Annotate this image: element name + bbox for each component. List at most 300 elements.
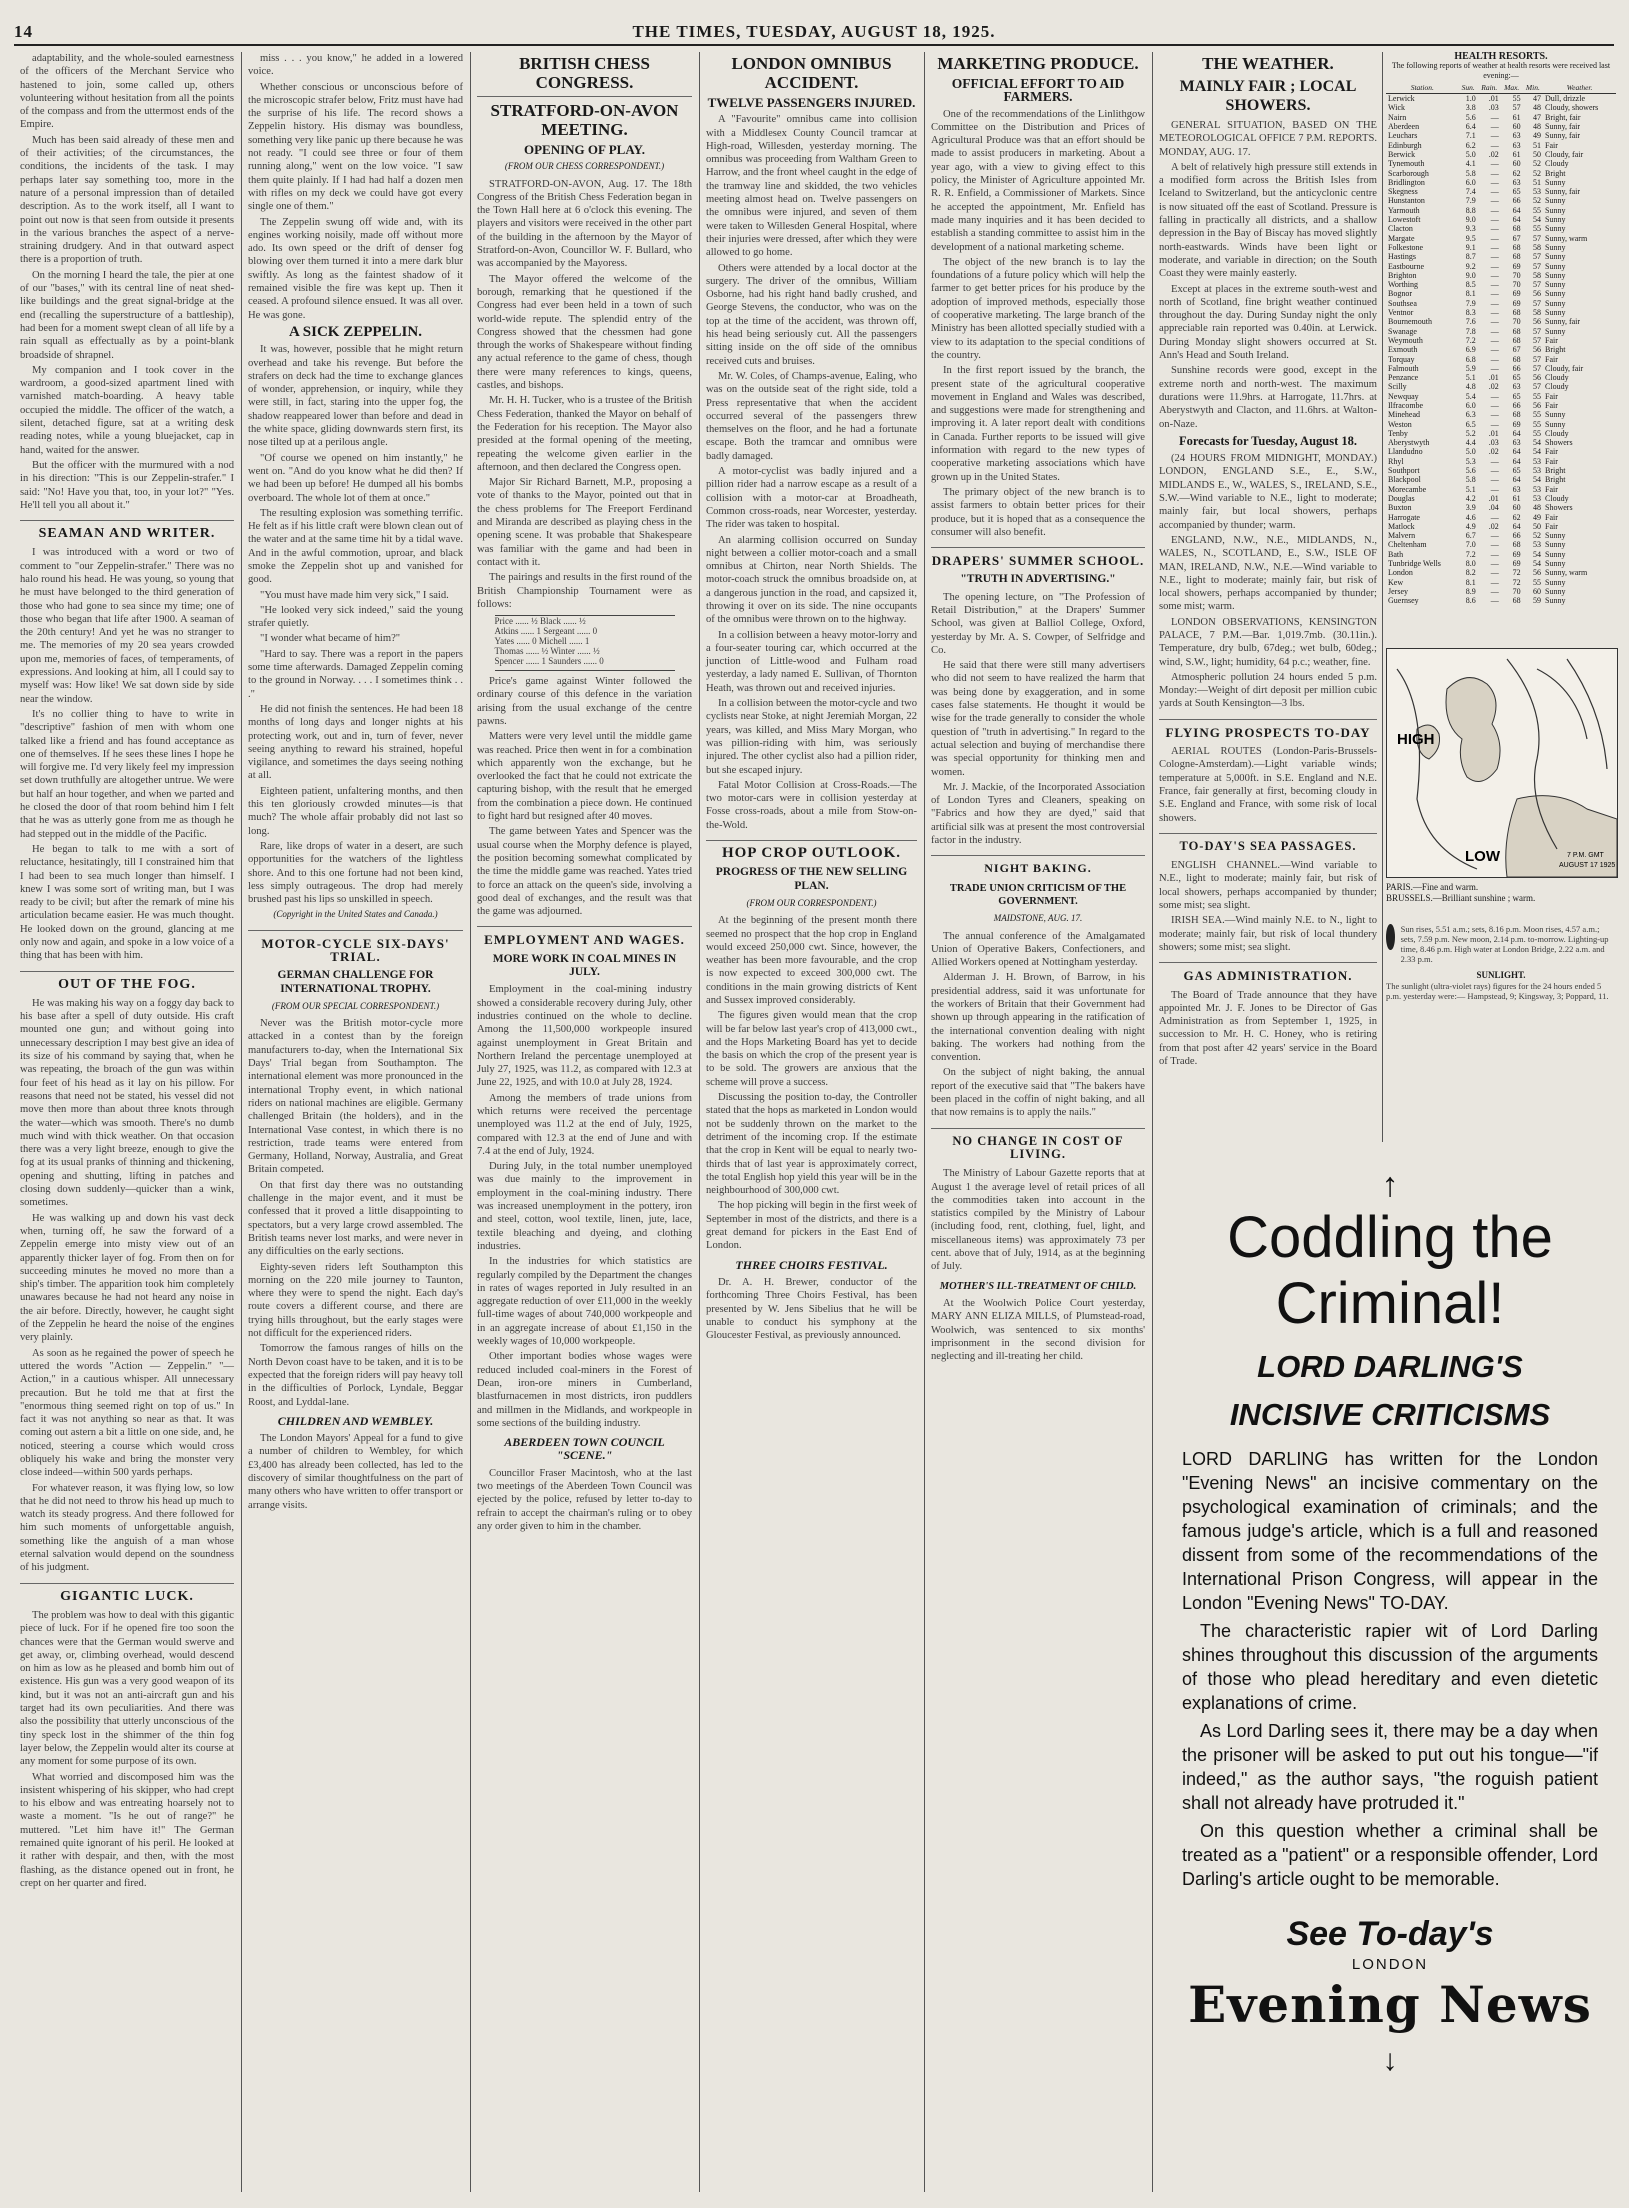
table-cell: 57 bbox=[1533, 252, 1542, 262]
table-cell: Malvern bbox=[1388, 531, 1416, 541]
table-cell: 68 bbox=[1512, 410, 1521, 420]
table-cell: — bbox=[1490, 261, 1499, 271]
table-cell: Sunny bbox=[1545, 298, 1566, 308]
section-heading: TO-DAY'S SEA PASSAGES. bbox=[1159, 833, 1377, 853]
table-cell: — bbox=[1490, 596, 1499, 606]
table-cell: Southport bbox=[1388, 466, 1420, 476]
article-headline: ABERDEEN TOWN COUNCIL "SCENE." bbox=[504, 1435, 665, 1463]
table-cell: 64 bbox=[1512, 215, 1521, 225]
table-cell: Cloudy bbox=[1545, 373, 1569, 383]
table-cell: 66 bbox=[1512, 400, 1521, 410]
table-cell: .01 bbox=[1488, 493, 1499, 503]
table-cell: Sunny bbox=[1545, 596, 1566, 606]
table-cell: 58 bbox=[1533, 308, 1542, 318]
table-cell: Guernsey bbox=[1388, 596, 1419, 606]
column-1 bbox=[14, 52, 240, 2192]
table-cell: Bright bbox=[1545, 345, 1566, 355]
table-cell: Edinburgh bbox=[1388, 140, 1422, 150]
moon-icon bbox=[1386, 924, 1395, 950]
article-headline: MOTHER'S ILL-TREATMENT OF CHILD. bbox=[939, 1280, 1137, 1292]
table-cell: 55 bbox=[1533, 577, 1542, 587]
table-cell: 63 bbox=[1512, 382, 1521, 392]
table-cell: Yarmouth bbox=[1388, 205, 1420, 215]
table-cell: Nairn bbox=[1388, 112, 1407, 122]
table-cell: Sunny bbox=[1545, 577, 1566, 587]
table-cell: 51 bbox=[1533, 140, 1542, 150]
health-resorts-table bbox=[1386, 52, 1616, 606]
table-cell: 54 bbox=[1533, 215, 1542, 225]
table-cell: 6.3 bbox=[1465, 410, 1476, 420]
table-row bbox=[1386, 485, 1616, 494]
table-cell: 8.8 bbox=[1465, 205, 1476, 215]
table-cell: 54 bbox=[1533, 438, 1542, 448]
sunlight-text: The sunlight (ultra-violet rays) figures for the 24 hours ended 5 p.m. yesterday were:— Hampstead, 9; Kingsway, 3; Poppard, 11. bbox=[1386, 981, 1609, 1001]
table-cell: 65 bbox=[1512, 373, 1521, 383]
table-cell: Fair bbox=[1545, 447, 1558, 457]
article-body: Dr. A. H. Brewer, conductor of the forthcoming Three Choirs Festival, has been presented by W. Jens Sibelius that he will be unable to conduct his symphony at the Gloucester Festival, as previously announced. bbox=[706, 1276, 917, 1342]
paris-weather: PARIS.—Fine and warm. bbox=[1386, 882, 1479, 892]
section-heading: FLYING PROSPECTS TO-DAY bbox=[1159, 719, 1377, 739]
sun-times: Sun rises, 5.51 a.m.; sets, 8.16 p.m. Moon rises, 4.57 a.m.; sets, 7.59 p.m. New moon, 2.14 p.m. to-morrow. Lighting-up time, 8.46 p.m. High water at London Bridge, 2.22 a.m. and 2.33 p.m. bbox=[1400, 924, 1609, 964]
article-body: Never was the British motor-cycle more attacked in a contest than by the foreign manufacturers to-day, when the International Six Days' Trial began from Southampton. The international element was more pronounced in the international Trophy event, in which national riders on national machines are eligible. Germany challenged Britain (the holders), and in the International Vase contest, in which there is no restriction, trade teams were entered from Germany, Holland, Norway, Australia, and Great Britain competed. On that first day there was no outstanding challenge in the major event, and it must be confessed that it proved a little disappointing to spectators, but a very large crowd assembled. The British teams never lost marks, and were never in any difficulties on the early sections. Eighty-seven riders left Southampton this morning on the 220 mile journey to Taunton, where they were to spend the night. Each day's route covers a different course, and there are trying hills throughout, but the early stages were not difficult for the experienced riders. Tomorrow the famous ranges of hills on the North Devon coast have to be taken, and it is to be expected that the foreign riders will pay heavy toll in the difficulties of Porlock, Lyndale, Beggar Roost, and Lyddal-lane. bbox=[248, 1018, 463, 1408]
table-cell: 56 bbox=[1533, 568, 1542, 578]
table-cell: Falmouth bbox=[1388, 363, 1419, 373]
table-cell: Weston bbox=[1388, 419, 1412, 429]
table-cell: 63 bbox=[1512, 177, 1521, 187]
article-body: GENERAL SITUATION, BASED ON THE METEOROLOGICAL OFFICE 7 P.M. REPORTS. MONDAY, AUG. 17. A belt of relatively high pressure still extends in a modified form across the British Isles from Iceland to Switzerland, but the anticyclonic centre is now situated off the east of Scotland. Pressure is falling in practically all districts, and a shallow depression in the Bay of Biscay has moved slightly north-eastwards. Winds have been light or moderate, and variable in direction; on the South Coast they were mainly easterly. Except at places in the extreme south-west and north of Scotland, fine bright weather continued throughout the day. During Sunday night the only appreciable rain reported was 0.40in. at Lerwick. During Monday slight showers occurred at St. Ann's Head and South Ireland. Sunshine records were good, except in the extreme north and north-west. The maximum durations were 11.9hrs. at Harrogate, 11.7hrs. at Aberystwyth and Clacton, and 11.6hrs. at Walton-on-Naze. bbox=[1159, 120, 1377, 430]
table-cell: 57 bbox=[1533, 363, 1542, 373]
table-cell: Hastings bbox=[1388, 252, 1416, 262]
table-cell: 56 bbox=[1533, 400, 1542, 410]
table-cell: 8.3 bbox=[1465, 308, 1476, 318]
table-row bbox=[1386, 224, 1616, 233]
table-cell: — bbox=[1490, 512, 1499, 522]
table-row bbox=[1386, 382, 1616, 391]
table-row bbox=[1386, 336, 1616, 345]
table-title: HEALTH RESORTS. bbox=[1454, 51, 1548, 62]
masthead bbox=[14, 18, 1614, 46]
table-cell: 8.5 bbox=[1465, 280, 1476, 290]
table-cell: Sunny bbox=[1545, 242, 1566, 252]
table-row bbox=[1386, 271, 1616, 280]
table-cell: 54 bbox=[1533, 475, 1542, 485]
table-cell: Fair bbox=[1545, 484, 1558, 494]
table-cell: .03 bbox=[1488, 103, 1499, 113]
continental-weather bbox=[1386, 882, 1616, 1001]
table-cell: 47 bbox=[1533, 94, 1542, 104]
table-cell: Margate bbox=[1388, 233, 1415, 243]
table-cell: 69 bbox=[1512, 298, 1521, 308]
table-cell: — bbox=[1490, 177, 1499, 187]
table-cell: — bbox=[1490, 140, 1499, 150]
article-headline: A SICK ZEPPELIN. bbox=[289, 323, 422, 340]
table-cell: Douglas bbox=[1388, 493, 1415, 503]
table-cell: 6.7 bbox=[1465, 531, 1476, 541]
table-cell: 9.3 bbox=[1465, 224, 1476, 234]
table-cell: 52 bbox=[1533, 159, 1542, 169]
table-cell: Clacton bbox=[1388, 224, 1413, 234]
table-row bbox=[1386, 578, 1616, 587]
table-row bbox=[1386, 475, 1616, 484]
table-cell: 68 bbox=[1512, 335, 1521, 345]
table-cell: — bbox=[1490, 400, 1499, 410]
table-cell: 51 bbox=[1533, 177, 1542, 187]
table-cell: 68 bbox=[1512, 326, 1521, 336]
table-cell: Showers bbox=[1545, 503, 1573, 513]
table-cell: 68 bbox=[1512, 596, 1521, 606]
table-cell: Newquay bbox=[1388, 391, 1419, 401]
table-cell: Folkestone bbox=[1388, 242, 1424, 252]
table-cell: 72 bbox=[1512, 568, 1521, 578]
table-cell: — bbox=[1490, 242, 1499, 252]
table-row bbox=[1386, 438, 1616, 447]
article-body: One of the recommendations of the Linlithgow Committee on the Distribution and Prices of Agricultural Produce was that an effort should be made to assist producers in marketing. About a year ago, with a view to giving effect to this policy, the Minister of Agriculture appointed Mr. R. R. Enfield, a Commissioner of Markets. Since he accepted the appointment, Mr. Enfield has made many inquiries and it has been decided to establish a standing committee to assist him in the development of a national marketing scheme. The object of the new branch is to lay the foundations of a future policy which will help the farmer to get better prices for his produce by the adoption of improved methods, especially those of cooperative marketing. The large branch of the Ministry has been allotted specially studied with a view to its adaptation to the special conditions of the country. In the first report issued by the branch, the present state of the agricultural cooperative movement in England and Wales was described, and suggestions were made for strengthening and improving it. A later report dealt with conditions in Canada. Further reports to be issued will give information with regard to the new types of cooperative marketing associations which have grown up in the United States. The primary object of the new branch is to assist farmers to obtain better prices for their produce, but it is hoped that as a consequence the consumer will also benefit. bbox=[931, 108, 1145, 538]
table-cell: 64 bbox=[1512, 475, 1521, 485]
map-time: 7 P.M. GMT bbox=[1567, 852, 1604, 859]
evening-news-advertisement bbox=[1160, 1158, 1620, 2192]
table-cell: — bbox=[1490, 252, 1499, 262]
table-cell: 1.0 bbox=[1465, 94, 1476, 104]
table-cell: Sunny bbox=[1545, 549, 1566, 559]
table-cell: Brighton bbox=[1388, 270, 1417, 280]
byline: (FROM OUR SPECIAL CORRESPONDENT.) bbox=[271, 1000, 440, 1011]
table-cell: Sunny bbox=[1545, 559, 1566, 569]
table-cell: 49 bbox=[1533, 131, 1542, 141]
table-cell: 53 bbox=[1533, 466, 1542, 476]
table-cell: — bbox=[1490, 112, 1499, 122]
table-cell: Harrogate bbox=[1388, 512, 1420, 522]
article-subheading: TWELVE PASSENGERS INJURED. bbox=[707, 95, 916, 110]
section-heading: DRAPERS' SUMMER SCHOOL. bbox=[931, 547, 1145, 567]
table-cell: 68 bbox=[1512, 242, 1521, 252]
table-row bbox=[1386, 531, 1616, 540]
table-cell: — bbox=[1490, 345, 1499, 355]
table-cell: 68 bbox=[1512, 252, 1521, 262]
table-row bbox=[1386, 373, 1616, 382]
article-body: The London Mayors' Appeal for a fund to give a number of children to Wembley, for which £3,400 has already been collected, has led to the discovery of similar thoughtfulness on the part of many others who have written to offer transport or arrange visits. bbox=[248, 1433, 463, 1511]
article-body: A "Favourite" omnibus came into collision with a Middlesex County Council tramcar at High-road, Willesden, yesterday morning. The omnibus was proceeding from Waltham Green to Harrow, and the front wheel caught in the edge of the tramway line and skidded, the two vehicles meeting almost head on. Twelve passengers on the omnibus were injured, and seven of them were taken to Willesden General Hospital, where their injuries were dressed, after which they were allowed to go home. Others were attended by a local doctor at the surgery. The driver of the omnibus, William Osborne, had his right hand badly crushed, and George Stevens, the conductor, who was on the top at the time of the accident, was thrown off, his head being seriously cut. All the passengers sitting inside on the off side of the omnibus received cuts and bruises. Mr. W. Coles, of Champs-avenue, Ealing, who was on the outside seat of the right side, told a Press representative that when the accident occurred several of the passengers threw themselves on the floor, and he had a fortunate escape. Both the tramcar and omnibus were badly damaged. A motor-cyclist was badly injured and a pillion rider had a narrow escape as a result of a collision with a motor-car at Broadheath, Common cross-roads, near Worcester, yesterday. The rider was taken to hospital. An alarming collision occurred on Sunday night between a collier motor-coach and a small omnibus at Chirton, near North Shields. The motor-coach struck the omnibus broadside on, at a dangerous junction in the road, and capsized it, throwing it over on its side. The nine occupants of the omnibus were thrown on to the highway. In a collision between a heavy motor-lorry and a four-seater touring car, which occurred at the junction of Little-wood and Fulham road yesterday, a lady named E. Sullivan, of Thornton Heath, was thrown out and received injuries. In a collision between the motor-cycle and two cyclists near Stoke, at night Jeremiah Morgan, 22 years, was killed, and Miss Mary Morgan, who was pillion-riding with him, was seriously injured. The other cyclist also had a pillion rider, but she escaped injury. Fatal Motor Collision at Cross-Roads.—The two motor-cars were in collision yesterday at Fosse cross-roads, about a mile from Stow-on-the-Wold. bbox=[706, 114, 917, 831]
table-cell: Swanage bbox=[1388, 326, 1417, 336]
table-cell: — bbox=[1490, 335, 1499, 345]
table-cell: 70 bbox=[1512, 586, 1521, 596]
table-cell: 5.6 bbox=[1465, 466, 1476, 476]
page-number: 14 bbox=[14, 22, 33, 41]
table-cell: 7.9 bbox=[1465, 298, 1476, 308]
table-cell: — bbox=[1490, 475, 1499, 485]
table-row bbox=[1386, 345, 1616, 354]
table-cell: Fair bbox=[1545, 335, 1558, 345]
article-headline: STRATFORD-ON-AVON MEETING. bbox=[477, 96, 692, 139]
table-row bbox=[1386, 187, 1616, 196]
table-cell: — bbox=[1490, 308, 1499, 318]
table-row bbox=[1386, 141, 1616, 150]
table-cell: Bright bbox=[1545, 466, 1566, 476]
table-cell: — bbox=[1490, 131, 1499, 141]
table-cell: Cloudy, showers bbox=[1545, 103, 1599, 113]
table-cell: Llandudno bbox=[1388, 447, 1423, 457]
article-headline: THE WEATHER. bbox=[1202, 54, 1334, 73]
table-cell: 53 bbox=[1533, 493, 1542, 503]
table-cell: — bbox=[1490, 233, 1499, 243]
table-row bbox=[1386, 122, 1616, 131]
article-body: At the beginning of the present month there seemed no prospect that the hop crop in England would exceed 250,000 cwt. Since, however, the weather has been more favourable, and the crop is now expected to exceed 300,000 cwt. The conditions in the main growing districts of Kent and Sussex improved considerably. The figures given would mean that the crop will be far below last year's crop of 413,000 cwt., and the Hops Marketing Board has yet to decide the basis on which the crop of the present year is to be sold. The growers are anxious that the scheme will prove a success. Discussing the position to-day, the Controller stated that the hops as marketed in London would not be suddenly thrown on the market to the detriment of the incoming crop. If the estimate that the crop in Kent will be equal to nearly two-thirds that of last year is approximately correct, the total English hop yield this year will be in the neighbourhood of 300,000 cwt. The hop picking will begin in the first week of September in most of the districts, and there is a great demand for pickers in the East End of London. bbox=[706, 915, 917, 1252]
table-row bbox=[1386, 540, 1616, 549]
table-cell: — bbox=[1490, 456, 1499, 466]
table-cell: Torquay bbox=[1388, 354, 1415, 364]
table-row bbox=[1386, 150, 1616, 159]
table-cell: Penzance bbox=[1388, 373, 1419, 383]
table-cell: Sunny bbox=[1545, 280, 1566, 290]
table-cell: Dull, drizzle bbox=[1545, 94, 1585, 104]
column-3 bbox=[471, 52, 698, 2192]
table-cell: 69 bbox=[1512, 419, 1521, 429]
table-cell: 8.6 bbox=[1465, 596, 1476, 606]
table-cell: 6.8 bbox=[1465, 354, 1476, 364]
article-body: The Ministry of Labour Gazette reports that at August 1 the average level of retail prices of all the commodities taken into account in the statistics compiled by the Ministry of Labour (including food, rent, clothing, fuel, light, and miscellaneous items) was approximately 73 per cent. above that of July, 1914, as at the beginning of July. bbox=[931, 1168, 1145, 1273]
article-subheading: "TRUTH IN ADVERTISING." bbox=[960, 573, 1116, 586]
table-cell: 8.1 bbox=[1465, 577, 1476, 587]
table-cell: 68 bbox=[1512, 308, 1521, 318]
table-cell: 5.6 bbox=[1465, 112, 1476, 122]
table-cell: — bbox=[1490, 549, 1499, 559]
article-subheading: MORE WORK IN COAL MINES IN JULY. bbox=[492, 952, 677, 979]
table-cell: Sunny, fair bbox=[1545, 317, 1581, 327]
table-cell: 68 bbox=[1512, 354, 1521, 364]
table-row bbox=[1386, 568, 1616, 577]
table-row bbox=[1386, 94, 1616, 104]
table-cell: 8.0 bbox=[1465, 559, 1476, 569]
table-cell: 57 bbox=[1533, 326, 1542, 336]
table-cell: Skegness bbox=[1388, 187, 1418, 197]
table-cell: Sunny bbox=[1545, 270, 1566, 280]
table-cell: 64 bbox=[1512, 205, 1521, 215]
article-subheading: GERMAN CHALLENGE FOR INTERNATIONAL TROPHY. bbox=[277, 969, 434, 995]
table-cell: Sunny bbox=[1545, 177, 1566, 187]
table-cell: 6.0 bbox=[1465, 177, 1476, 187]
table-cell: 4.2 bbox=[1465, 493, 1476, 503]
article-body: The Board of Trade announce that they have appointed Mr. J. F. Jones to be Director of Gas Administration as from September 1, 1925, in succession to Mr. H. C. Honey, who is retiring from that post after 42 years' service in the Board of Trade. bbox=[1159, 989, 1377, 1067]
table-cell: 57 bbox=[1533, 335, 1542, 345]
table-cell: 7.8 bbox=[1465, 326, 1476, 336]
evening-news-logo: Evening News bbox=[1188, 1975, 1592, 2034]
table-cell: 7.6 bbox=[1465, 317, 1476, 327]
table-cell: Bright, fair bbox=[1545, 112, 1581, 122]
table-cell: 69 bbox=[1512, 289, 1521, 299]
forecast-heading: Forecasts for Tuesday, August 18. bbox=[1178, 433, 1358, 448]
table-cell: 6.0 bbox=[1465, 400, 1476, 410]
article-body: ENGLISH CHANNEL.—Wind variable to N.E., light to moderate; mainly fair, but risk of local showers, perhaps accompanied by thunder; some mist; sea slight. IRISH SEA.—Wind mainly N.E. to N., light to moderate; mainly fair, but risk of local thundery showers; some mist; sea slight. bbox=[1159, 860, 1377, 953]
table-cell: 54 bbox=[1533, 549, 1542, 559]
table-row bbox=[1386, 355, 1616, 364]
table-cell: 53 bbox=[1533, 187, 1542, 197]
table-cell: 54 bbox=[1533, 559, 1542, 569]
table-row bbox=[1386, 420, 1616, 429]
table-cell: 5.0 bbox=[1465, 149, 1476, 159]
table-row bbox=[1386, 429, 1616, 438]
table-cell: 55 bbox=[1533, 224, 1542, 234]
table-row bbox=[1386, 317, 1616, 326]
table-cell: Ventnor bbox=[1388, 308, 1414, 318]
table-cell: 9.5 bbox=[1465, 233, 1476, 243]
section-heading: HOP CROP OUTLOOK. bbox=[706, 840, 917, 860]
table-cell: Weymouth bbox=[1388, 335, 1423, 345]
table-cell: 5.8 bbox=[1465, 168, 1476, 178]
table-cell: 7.2 bbox=[1465, 335, 1476, 345]
table-cell: 48 bbox=[1533, 122, 1542, 132]
table-cell: Fair bbox=[1545, 400, 1558, 410]
table-cell: Tynemouth bbox=[1388, 159, 1425, 169]
table-cell: 68 bbox=[1512, 224, 1521, 234]
byline: MAIDSTONE, AUG. 17. bbox=[993, 913, 1083, 924]
column-2 bbox=[242, 52, 469, 2192]
table-cell: 48 bbox=[1533, 503, 1542, 513]
table-cell: Ilfracombe bbox=[1388, 400, 1424, 410]
table-cell: 57 bbox=[1533, 233, 1542, 243]
table-cell: — bbox=[1490, 317, 1499, 327]
table-cell: 3.8 bbox=[1465, 103, 1476, 113]
table-header: Sun. bbox=[1459, 82, 1478, 94]
table-cell: 55 bbox=[1533, 419, 1542, 429]
table-row bbox=[1386, 169, 1616, 178]
table-cell: Bright bbox=[1545, 168, 1566, 178]
article-body: Employment in the coal-mining industry showed a considerable recovery during July, other industries continued on the whole to decline. Among the 11,500,000 workpeople insured against unemployment in Great Britain and Northern Ireland the percentage unemployed at July 27, 1925, was 11.2, as compared with 12.3 at June 22, 1925, and with 10.0 at July 28, 1924. Among the members of trade unions from which returns were received the percentage unemployed was 11.2 at the end of July, 1925, compared with 12.3 at the end of June and with 7.4 at the end of July, 1924. During July, in the total number unemployed was due mainly to the improvement in employment in the coal-mining industry. There was increased unemployment in the pottery, iron and steel, cotton, wool textile, linen, jute, lace, textile bleaching and dyeing, and clothing industries. In the industries for which statistics are regularly compiled by the Department the changes in rates of wages reported in July resulted in an aggregate reduction of over £11,000 in the weekly full-time wages of about 740,000 workpeople and in an aggregate increase of about £1,150 in the weekly wages of 10,000 workpeople. Other important bodies whose wages were reduced included coal-miners in the Forest of Dean, iron-ore miners in Cumberland, blastfurnacemen in most districts, iron puddlers and millmen in the Midlands, and workpeople in some sections of the building industry. bbox=[477, 984, 692, 1429]
table-cell: Southsea bbox=[1388, 298, 1417, 308]
table-cell: Sunny bbox=[1545, 205, 1566, 215]
table-cell: 63 bbox=[1512, 438, 1521, 448]
table-row bbox=[1386, 103, 1616, 112]
article-body: I was introduced with a word or two of comment to "our Zeppelin-strafer." There was no halo round his head. He was young, so young that he must have belonged to the third generation of those who had gone to sea since my time; one of those who began that life after 1900. A seaman of the 20th century! And yet he was no stranger to me. The memories of my 20 sea years crowded upon me, memories of faces, of temperaments, of expressions. And looking at him, all I could say to myself was: How like! We sat down side by side near the window. It's no collier thing to have to write in "descriptive" fashion of men with whom one talked like a friend and has found acceptance as one of themselves. If he sees these lines I hope he will forgive me. I'd very likely feel my impression set down truthfully are altogether untrue. We were but half an hour together, and when we parted and he closed the door of that room behind him I felt that he was as utterly gone from me as though he had stepped out in the middle of the Pacific. He began to talk to me with a sort of reluctance, hesitatingly, till I constrained him that I had been to sea much longer than himself. I knew I was some sort of writing man, but I was ready to be civil; but after the remark of mine his articulation became easier. He was much thought. He looked down on the ground, glancing at me only now and again, and spoke in a low voice of a thing that has been with him. bbox=[20, 547, 234, 962]
table-cell: — bbox=[1490, 187, 1499, 197]
table-cell: 70 bbox=[1512, 317, 1521, 327]
table-cell: 60 bbox=[1512, 159, 1521, 169]
table-cell: 54 bbox=[1533, 447, 1542, 457]
table-cell: — bbox=[1490, 568, 1499, 578]
ad-paragraph: On this question whether a criminal shall be treated as a "patient" or a responsible offender, Lord Darling's article ought to be memorable. bbox=[1182, 1821, 1598, 1889]
table-cell: 57 bbox=[1533, 261, 1542, 271]
table-cell: Sunny, warm bbox=[1545, 233, 1588, 243]
article-body: Price's game against Winter followed the ordinary course of this defence in the variation arising from the usual exchange of the centre pawns. Matters were very level until the middle game was reached. Price then went in for a combination which apparently won the exchange, but he overlooked the fact that he could not extricate the capturing bishop, with the result that he emerged from the combination a piece down. He continued to fight hard but resigned after 40 moves. The game between Yates and Spencer was the usual course when the Morphy defence is played, the position becoming somewhat complicated by the time the middle game was reached. Yates tried to force an attack on the queen's side, involving a good deal of exchanges, and the result was that the game was adjourned. bbox=[477, 676, 692, 918]
article-subheading: OPENING OF PLAY. bbox=[524, 142, 645, 157]
article-body: miss . . . you know," he added in a lowered voice. Whether conscious or unconscious before of the microscopic strafer below, Fritz must have had the surprise of his life. The record shows a Zeppelin history. His dismay was boundless, something very like panic up there because he was not ready. "I could see three or four of them running along," went on the low voice. "I saw them quite plainly. If I had had half a dozen men with rifles on my deck we could have got every single one of them." The Zeppelin swung off wide and, with its engines working noisily, made off without more ado. Its own speed or the drift of denser fog blowing over them turned it into a mere dark blur swiftly. As long as the faintest shadow of it remained visible the fire was kept up. Then it ceased. A profound silence ensued. It was all over. He was gone. bbox=[248, 53, 463, 321]
table-row bbox=[1386, 243, 1616, 252]
table-cell: 52 bbox=[1533, 196, 1542, 206]
byline: (FROM OUR CORRESPONDENT.) bbox=[746, 897, 877, 908]
article-body: (24 HOURS FROM MIDNIGHT, MONDAY.) LONDON, ENGLAND S.E., E., S.W., MIDLANDS E., W., WALES, S., IRELAND, S.E., S.W.—Wind variable to N.E., light to moderate; mainly fair, but local showers, perhaps accompanied by thunder; warm. ENGLAND, N.W., N.E., MIDLANDS, N., WALES, N., SCOTLAND, E., S.W., ISLE OF MAN, IRELAND, N.W., N.E.—Wind variable to N.E., light to moderate; mainly fair, but risk of local showers, perhaps accompanied by thunder; some mist; warm. LONDON OBSERVATIONS, KENSINGTON PALACE, 7 P.M.—Bar. 1,019.7mb. (30.11in.). Temperature, dry bulb, 67deg.; wet bulb, 60deg.; wind, S.W., light; humidity, 64 p.c.; weather, fine. Atmospheric pollution 24 hours ended 5 p.m. Monday:—Weight of dirt deposit per million cubic yards at South Kensington—3 lbs. bbox=[1159, 453, 1377, 710]
table-cell: 65 bbox=[1512, 391, 1521, 401]
table-cell: London bbox=[1388, 568, 1413, 578]
table-cell: 60 bbox=[1512, 503, 1521, 513]
ad-call-to-action: See To-day's bbox=[1286, 1915, 1494, 1953]
table-cell: 7.9 bbox=[1465, 196, 1476, 206]
table-cell: Sunny bbox=[1545, 224, 1566, 234]
table-cell: 64 bbox=[1512, 456, 1521, 466]
table-cell: Sunny bbox=[1545, 419, 1566, 429]
table-row bbox=[1386, 280, 1616, 289]
table-cell: Fair bbox=[1545, 521, 1558, 531]
table-cell: 9.0 bbox=[1465, 270, 1476, 280]
table-row bbox=[1386, 392, 1616, 401]
table-cell: .03 bbox=[1488, 438, 1499, 448]
article-subheading: PROGRESS OF THE NEW SELLING PLAN. bbox=[715, 866, 908, 892]
table-cell: .01 bbox=[1488, 428, 1499, 438]
table-cell: Fair bbox=[1545, 354, 1558, 364]
table-cell: Bright bbox=[1545, 475, 1566, 485]
table-cell: 60 bbox=[1533, 586, 1542, 596]
table-cell: Sunny bbox=[1545, 289, 1566, 299]
table-cell: Bath bbox=[1388, 549, 1404, 559]
table-cell: 70 bbox=[1512, 270, 1521, 280]
table-cell: Bridlington bbox=[1388, 177, 1425, 187]
table-cell: — bbox=[1490, 159, 1499, 169]
page-title: THE TIMES, TUESDAY, AUGUST 18, 1925. bbox=[632, 22, 996, 41]
ad-paragraph: The characteristic rapier wit of Lord Darling shines throughout this discussion of the arguments of those who plead hereditary and even dietetic explanations of crime. bbox=[1182, 1621, 1598, 1713]
table-cell: Sunny, warm bbox=[1545, 568, 1588, 578]
article-headline: LONDON OMNIBUS ACCIDENT. bbox=[731, 54, 892, 92]
article-body: At the Woolwich Police Court yesterday, MARY ANN ELIZA MILLS, of Plumstead-road, Woolwich, was sentenced to six months' imprisonment in the second division for neglecting and ill-treating her child. bbox=[931, 1297, 1145, 1363]
table-cell: 50 bbox=[1533, 521, 1542, 531]
table-cell: 63 bbox=[1512, 140, 1521, 150]
table-cell: 57 bbox=[1512, 103, 1521, 113]
table-cell: Lowestoft bbox=[1388, 215, 1421, 225]
section-heading: EMPLOYMENT AND WAGES. bbox=[477, 926, 692, 946]
table-row bbox=[1386, 215, 1616, 224]
table-cell: 62 bbox=[1512, 168, 1521, 178]
table-cell: Eastbourne bbox=[1388, 261, 1424, 271]
table-cell: — bbox=[1490, 122, 1499, 132]
table-row bbox=[1386, 466, 1616, 475]
table-cell: 8.2 bbox=[1465, 568, 1476, 578]
table-cell: Worthing bbox=[1388, 280, 1419, 290]
table-cell: 55 bbox=[1533, 410, 1542, 420]
table-cell: 4.1 bbox=[1465, 159, 1476, 169]
table-cell: Sunny bbox=[1545, 586, 1566, 596]
table-cell: Tenby bbox=[1388, 428, 1408, 438]
table-row bbox=[1386, 410, 1616, 419]
table-cell: 5.3 bbox=[1465, 456, 1476, 466]
table-cell: Fair bbox=[1545, 140, 1558, 150]
column-6 bbox=[1153, 52, 1383, 1142]
table-row bbox=[1386, 447, 1616, 456]
table-cell: 47 bbox=[1533, 112, 1542, 122]
table-cell: Sunny bbox=[1545, 531, 1566, 541]
table-cell: — bbox=[1490, 354, 1499, 364]
table-cell: 68 bbox=[1512, 540, 1521, 550]
article-body: It was, however, possible that he might return overhead and take his revenge. But before the strafers on deck had the time to exchange glances of wonder, apprehension, or inquiry, while they were still, in fact, staring into the upper fog, the shadow reappeared lower than before and dead in the white space, gliding downwards stern first, its nose tilted up at a perilous angle. "Of course we opened on him instantly," he went on. "And do you know what he did then? If we had been up before! He dumped all his bombs overboard. The whole lot of them at once." The resulting explosion was something terrific. He felt as if his little craft were blown clean out of the water and at the same time hit by a tidal wave. And in the awful commotion, uproar, and black smoke the Zeppelin shot up and vanished for good. "You must have made him very sick," I said. "He looked very sick indeed," said the young strafer quietly. "I wonder what became of him?" "Hard to say. There was a report in the papers some time afterwards. Damaged Zeppelin coming to the ground in Norway. . . . I sometimes think . . ." He did not finish the sentences. He had been 18 months of long days and longer nights at his protecting work, out and in, turn of fever, never seeing anything to reward his strained, hopeful vigilance, and sometimes the days seeing nothing at all. Eighteen patient, unfaltering months, and then this ten gloriously crowded minutes—is that much? The whole affair probably did not last so long. Rare, like drops of water in a desert, are such opportunities for the watchers of the lightless shore. And to this one fortune had not been kind, less simply outrageous. The drop had merely brushed past his lips so unskilled in speech. bbox=[248, 344, 463, 906]
table-cell: 56 bbox=[1533, 345, 1542, 355]
table-row bbox=[1386, 596, 1616, 605]
table-cell: 55 bbox=[1533, 391, 1542, 401]
table-subtitle: The following reports of weather at health resorts were received last evening:— bbox=[1391, 61, 1611, 80]
table-row bbox=[1386, 206, 1616, 215]
table-cell: — bbox=[1490, 196, 1499, 206]
table-cell: Berwick bbox=[1388, 149, 1416, 159]
table-cell: 66 bbox=[1512, 363, 1521, 373]
table-cell: Sunny, fair bbox=[1545, 187, 1581, 197]
table-cell: .02 bbox=[1488, 382, 1499, 392]
table-header: Rain. bbox=[1478, 82, 1501, 94]
table-cell: Aberystwyth bbox=[1388, 438, 1430, 448]
table-row bbox=[1386, 159, 1616, 168]
table-header: Station. bbox=[1386, 82, 1459, 94]
table-cell: 57 bbox=[1533, 280, 1542, 290]
table-cell: — bbox=[1490, 466, 1499, 476]
table-cell: 5.9 bbox=[1465, 363, 1476, 373]
table-cell: 64 bbox=[1512, 521, 1521, 531]
table-cell: Cloudy bbox=[1545, 493, 1569, 503]
ad-body bbox=[1182, 1447, 1598, 1891]
column-5 bbox=[925, 52, 1151, 2192]
table-row bbox=[1386, 196, 1616, 205]
